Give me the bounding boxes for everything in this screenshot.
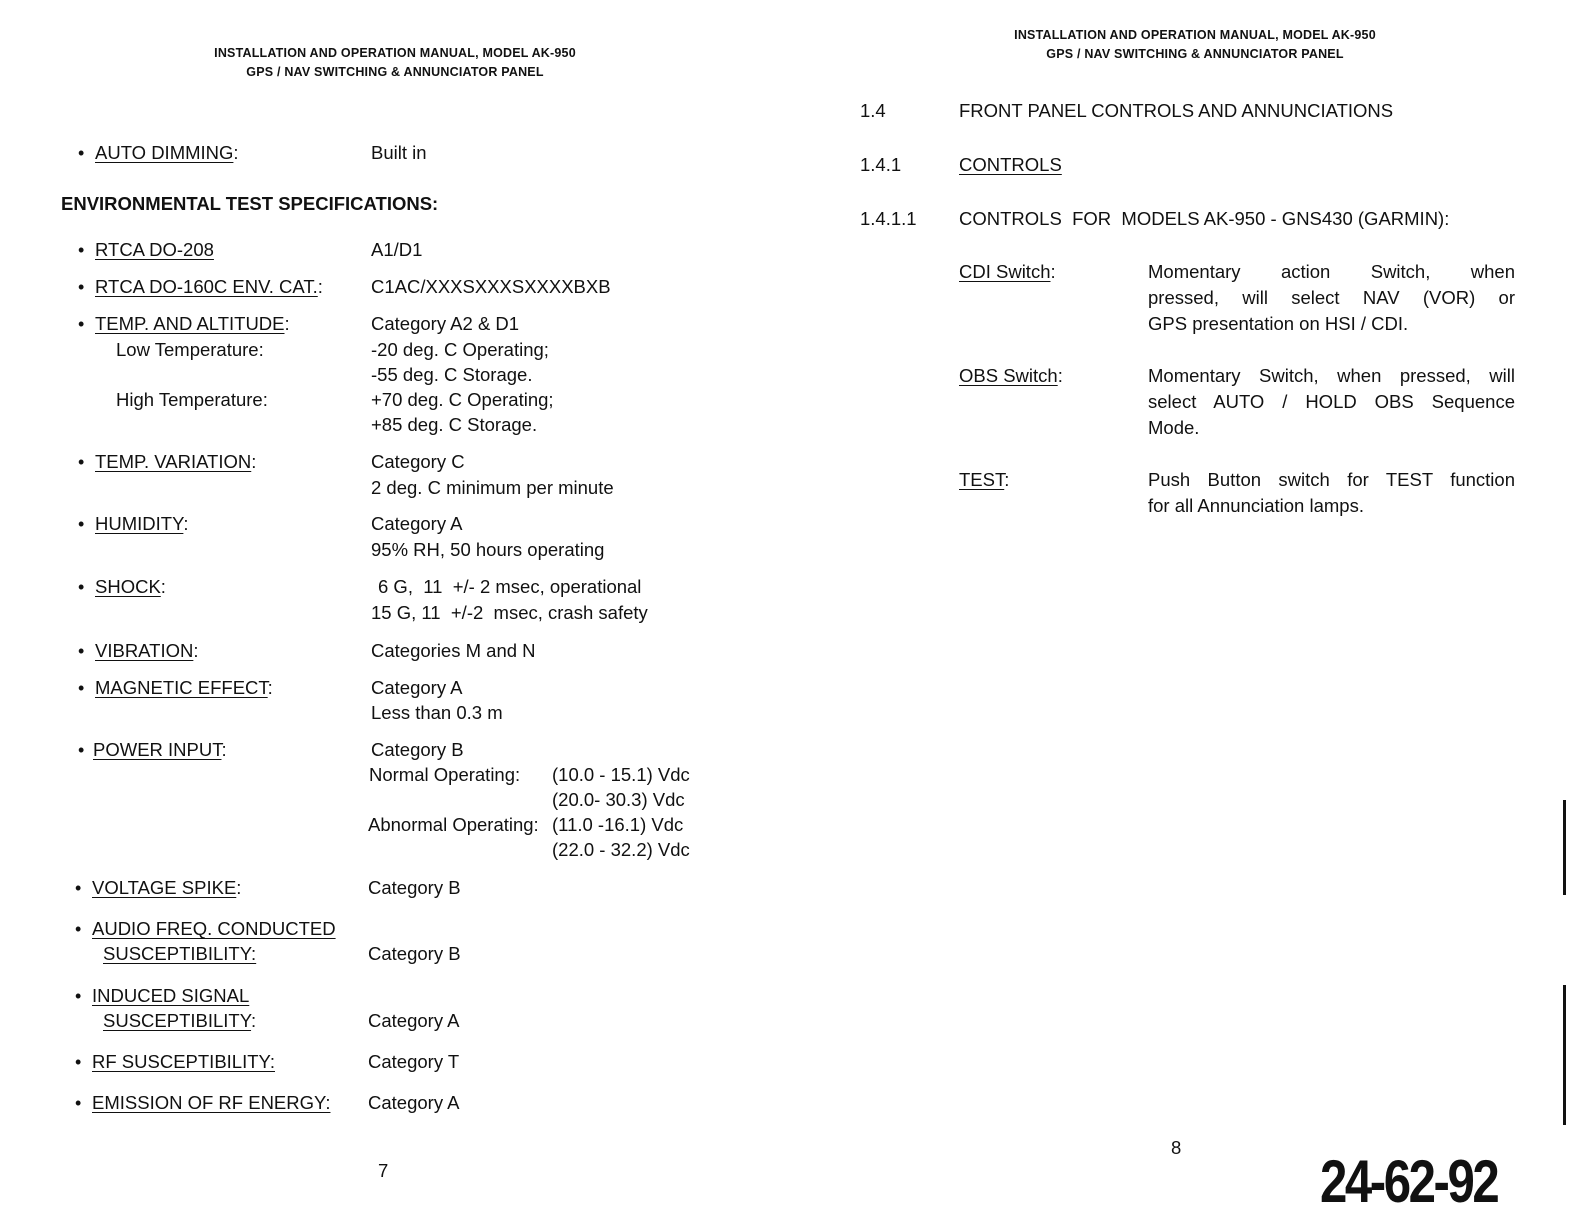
magnetic-effect-value1: Category A bbox=[371, 677, 463, 698]
auto-dimming-value: Built in bbox=[371, 142, 427, 163]
right-header-line1: INSTALLATION AND OPERATION MANUAL, MODEL AK-950 bbox=[1014, 28, 1376, 42]
shock-value1: 6 G, 11 +/- 2 msec, operational bbox=[378, 576, 642, 597]
normal-operating-range2: (20.0- 30.3) Vdc bbox=[552, 789, 685, 810]
obs-switch-description: Momentary Switch, when pressed, will select AUTO / HOLD OBS Sequence Mode. bbox=[1148, 365, 1515, 438]
vibration-label: VIBRATION: bbox=[95, 640, 199, 661]
humidity-value2: 95% RH, 50 hours operating bbox=[371, 539, 605, 560]
bullet: • bbox=[78, 641, 85, 661]
rtca-do160c-label: RTCA DO-160C ENV. CAT.: bbox=[95, 276, 323, 297]
rtca-do160c-value: C1AC/XXXSXXXSXXXXBXB bbox=[371, 276, 611, 297]
test-label: TEST: bbox=[959, 469, 1010, 490]
right-header-line2: GPS / NAV SWITCHING & ANNUNCIATOR PANEL bbox=[1046, 47, 1344, 61]
magnetic-effect-label: MAGNETIC EFFECT: bbox=[95, 677, 273, 698]
bullet: • bbox=[75, 878, 82, 898]
abnormal-operating-range1: (11.0 -16.1) Vdc bbox=[552, 814, 684, 835]
low-temp-storage: -55 deg. C Storage. bbox=[371, 364, 533, 385]
induced-signal-label2: SUSCEPTIBILITY: bbox=[103, 1010, 257, 1031]
temp-altitude-value: Category A2 & D1 bbox=[371, 313, 520, 334]
abnormal-operating-range2: (22.0 - 32.2) Vdc bbox=[552, 839, 690, 860]
rtca-do208-label: RTCA DO-208 bbox=[95, 239, 214, 260]
bullet: • bbox=[78, 277, 85, 297]
temp-altitude-label: TEMP. AND ALTITUDE: bbox=[95, 313, 290, 334]
rf-susceptibility-label: RF SUSCEPTIBILITY: bbox=[92, 1051, 275, 1072]
audio-freq-label1: AUDIO FREQ. CONDUCTED bbox=[92, 918, 336, 939]
section-title: ENVIRONMENTAL TEST SPECIFICATIONS: bbox=[61, 193, 439, 214]
bullet: • bbox=[78, 314, 85, 334]
section-1-4-title: FRONT PANEL CONTROLS AND ANNUNCIATIONS bbox=[959, 100, 1394, 121]
power-input-label: POWER INPUT: bbox=[93, 739, 227, 760]
shock-value2: 15 G, 11 +/-2 msec, crash safety bbox=[371, 602, 648, 623]
scan-edge-line bbox=[1563, 985, 1566, 1125]
cdi-switch-description: Momentary action Switch, when pressed, will select NAV (VOR) or GPS presentation on HSI / CDI. bbox=[1148, 261, 1515, 334]
right-page-number: 8 bbox=[1171, 1137, 1182, 1158]
magnetic-effect-value2: Less than 0.3 m bbox=[371, 702, 503, 723]
induced-signal-value: Category A bbox=[368, 1010, 460, 1031]
bullet: • bbox=[78, 678, 85, 698]
voltage-spike-value: Category B bbox=[368, 877, 461, 898]
high-temp-operating: +70 deg. C Operating; bbox=[371, 389, 554, 410]
cdi-switch-label: CDI Switch: bbox=[959, 261, 1056, 282]
normal-operating-range1: (10.0 - 15.1) Vdc bbox=[552, 764, 690, 785]
section-1-4-1-1-title: CONTROLS FOR MODELS AK-950 - GNS430 (GARMIN): bbox=[959, 208, 1450, 229]
bullet: • bbox=[75, 986, 82, 1006]
bullet: • bbox=[78, 514, 85, 534]
bullet: • bbox=[78, 240, 85, 260]
scan-edge-line bbox=[1563, 800, 1566, 895]
bullet: • bbox=[78, 452, 85, 472]
test-description: Push Button switch for TEST function for all Annunciation lamps. bbox=[1148, 469, 1515, 516]
bullet: • bbox=[78, 577, 85, 597]
bullet: • bbox=[75, 919, 82, 939]
induced-signal-label1: INDUCED SIGNAL bbox=[92, 985, 250, 1006]
low-temp-label: Low Temperature: bbox=[116, 339, 264, 360]
rf-susceptibility-value: Category T bbox=[368, 1051, 460, 1072]
temp-variation-label: TEMP. VARIATION: bbox=[95, 451, 257, 472]
audio-freq-value: Category B bbox=[368, 943, 461, 964]
auto-dimming-label: AUTO DIMMING: bbox=[95, 142, 239, 163]
shock-label: SHOCK: bbox=[95, 576, 166, 597]
left-header-line1: INSTALLATION AND OPERATION MANUAL, MODEL AK-950 bbox=[214, 46, 576, 60]
emission-rf-value: Category A bbox=[368, 1092, 460, 1113]
audio-freq-label2: SUSCEPTIBILITY: bbox=[103, 943, 257, 964]
high-temp-label: High Temperature: bbox=[116, 389, 268, 410]
document-number: 24-62-92 bbox=[1320, 1148, 1498, 1215]
normal-operating-label: Normal Operating: bbox=[369, 764, 521, 785]
bullet: • bbox=[75, 1093, 82, 1113]
bullet: • bbox=[75, 1052, 82, 1072]
section-1-4-1-number: 1.4.1 bbox=[860, 154, 902, 175]
section-1-4-number: 1.4 bbox=[860, 100, 886, 121]
bullet: • bbox=[78, 143, 85, 163]
temp-variation-value2: 2 deg. C minimum per minute bbox=[371, 477, 614, 498]
humidity-value1: Category A bbox=[371, 513, 463, 534]
left-page-number: 7 bbox=[378, 1160, 389, 1181]
high-temp-storage: +85 deg. C Storage. bbox=[371, 414, 538, 435]
right-header bbox=[950, 26, 1440, 64]
temp-variation-value1: Category C bbox=[371, 451, 465, 472]
vibration-value: Categories M and N bbox=[371, 640, 536, 661]
low-temp-operating: -20 deg. C Operating; bbox=[371, 339, 549, 360]
section-1-4-1-title: CONTROLS bbox=[959, 154, 1062, 175]
humidity-label: HUMIDITY: bbox=[95, 513, 189, 534]
bullet: • bbox=[78, 740, 85, 760]
voltage-spike-label: VOLTAGE SPIKE: bbox=[92, 877, 242, 898]
section-1-4-1-1-number: 1.4.1.1 bbox=[860, 208, 917, 229]
obs-switch-label: OBS Switch: bbox=[959, 365, 1063, 386]
left-header bbox=[150, 44, 640, 82]
abnormal-operating-label: Abnormal Operating: bbox=[368, 814, 539, 835]
left-header-line2: GPS / NAV SWITCHING & ANNUNCIATOR PANEL bbox=[246, 65, 544, 79]
emission-rf-label: EMISSION OF RF ENERGY: bbox=[92, 1092, 331, 1113]
power-input-value: Category B bbox=[371, 739, 464, 760]
rtca-do208-value: A1/D1 bbox=[371, 239, 423, 260]
